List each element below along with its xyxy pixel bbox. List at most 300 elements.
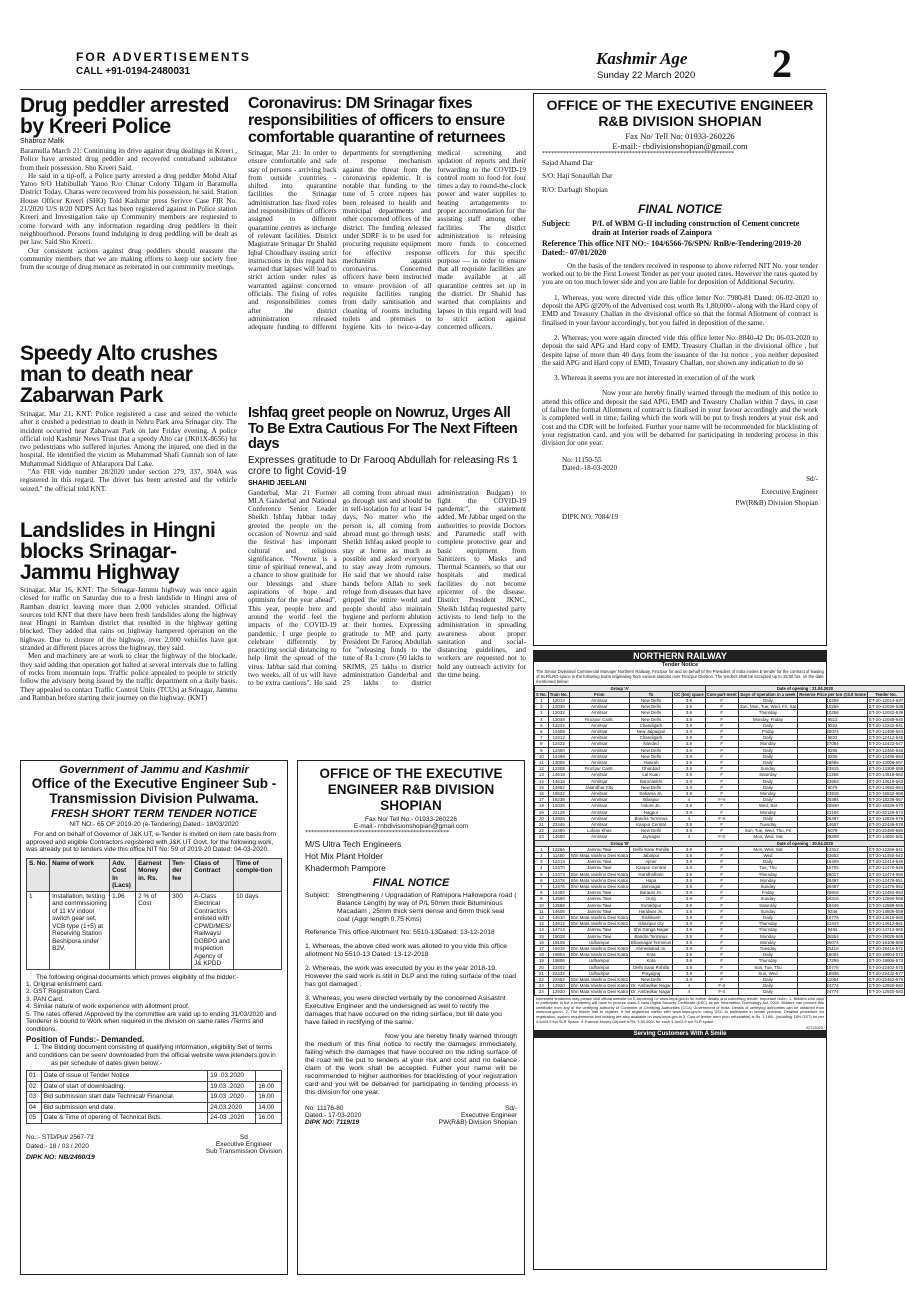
table-cell: Amritsar (569, 697, 629, 703)
table-cell: Friday (738, 728, 798, 734)
table-cell: 13 (535, 772, 549, 778)
table-cell: 16409 (798, 859, 868, 865)
table-cell: Mon, Wed, Sat (738, 846, 798, 852)
story-ishfaq (248, 406, 526, 768)
group-a-label: Group 'A' (535, 685, 706, 691)
table-cell: F (705, 927, 738, 933)
notice-office: Office of the Executive Engineer Sub - Transmission Division Pulwama. (31, 776, 277, 806)
table-cell: 9513 (798, 716, 868, 722)
kashmir-age-logo: Kashmir Age (596, 49, 688, 68)
table-cell: New Delhi (629, 977, 672, 983)
table-cell: ET-20-14612-561 (868, 921, 904, 927)
table-cell: 21 (535, 970, 549, 976)
docs-item: 1. Original enlistment card. (26, 980, 104, 988)
table-cell: F (705, 964, 738, 970)
table-cell: 12 (535, 766, 549, 772)
table-cell: Durg (629, 896, 672, 902)
table-cell: F-II (705, 797, 738, 803)
table-cell: 5 (535, 722, 549, 728)
table-cell: 12408 (548, 728, 569, 734)
table-cell: 26074 (798, 728, 868, 734)
table-row (27, 1071, 282, 1082)
table-cell: 6 (535, 728, 549, 734)
table-cell: ET-20-19806-573 (868, 958, 904, 964)
notice-reference: Reference This office NIT NO:- 104/6566-76/SPN/ RnB/e-Tendering/2019-20 Dated:- 07/01/2020 (542, 238, 802, 257)
table-cell: 24-03 .2020 (208, 1113, 256, 1124)
notice-number: No: 11150-55 (562, 455, 602, 464)
table-cell: 12242 (548, 722, 569, 728)
notice-final-ratnipora (297, 760, 525, 1275)
table-cell: 5 (535, 871, 549, 877)
notice-office: OFFICE OF THE EXECUTIVE ENGINEER R&B DIVISION SHOPIAN (546, 97, 814, 129)
notice-to-line: Hot Mix Plant Holder (305, 851, 383, 861)
table-cell: Udhampur (569, 958, 629, 964)
table-cell: Ghazipur city (629, 921, 672, 927)
table-cell: 12266 (548, 846, 569, 852)
story-body (20, 410, 237, 493)
table-cell: ET-20-14618-562 (868, 772, 904, 778)
table-cell: Saturday (738, 902, 798, 908)
table-cell: F-II (705, 983, 738, 989)
table-cell: 26315 (798, 896, 868, 902)
table-cell: 24 (535, 989, 549, 995)
railway-code: 871/2020 (806, 1025, 823, 1031)
notice-to-line: M/S Ultra Tech Engineers (305, 839, 402, 849)
col-header: Tender No. (867, 691, 904, 697)
docs-item: 5. The rates offered /Approved by the committee are valid up to ending 31/03/2020 and Tenderer is bound to Work when required in the division on same rates /Terms and conditions. (26, 1010, 277, 1033)
table-cell: Shri Mata Vaishno Devi Katra (570, 989, 628, 995)
table-cell: F-II (705, 815, 738, 821)
table-cell: 11356 (798, 772, 868, 778)
table-cell: Wed, Sat (738, 803, 798, 809)
table-cell: 9 (535, 896, 549, 902)
cell: 1 (27, 891, 50, 969)
table-cell: ET-20-11450-542 (869, 852, 903, 858)
table-cell: Amritsar (569, 735, 629, 741)
table-cell: 4 (673, 983, 706, 989)
table-cell: Shri Mata Vaishno Devi Katra (570, 871, 628, 877)
table-cell: ET-20-12920-582 (868, 983, 904, 989)
table-cell: 14618 (548, 778, 569, 784)
notice-dipr: DIPK NO: NB/2460/19 (26, 1153, 95, 1161)
table-cell: 7 (535, 735, 549, 741)
table-cell: 4 (673, 834, 706, 840)
cell: 10 days (234, 891, 282, 969)
table-cell: 17299 (798, 958, 868, 964)
table-cell: Amritsar (569, 815, 629, 821)
table-cell: F (705, 821, 738, 827)
table-cell: F (705, 871, 738, 877)
table-cell: Date of start of downloading. (41, 1081, 207, 1092)
table-cell: 23652 (798, 852, 868, 858)
notice-footer (26, 1134, 282, 1161)
table-cell: Monday (738, 809, 798, 815)
table-cell: ET-20-12826-576 (868, 815, 904, 821)
table-cell: Kota (629, 958, 672, 964)
table-cell: Dhanbad (629, 766, 672, 772)
table-cell: F (705, 803, 738, 809)
paragraph: He said in a tip-off, a Police party arrested a drug peddler Mohd Altaf Yatoo S/O Habibullah Yatoo R/o Chinar Colony Tilgam in Baramulla District Today. Charas were recovered from his possession, he said. Station House Officer Kreeri (SHO) Told Kashmir press Serivce Case FIR No. 21/2020 U/S 8/20 NDPS Act has been registered against in Police station Kreeri and Investigation take up Community members are requested to come forward with any information regarding drug peddlers in their neighbourhood. Persons found indulging in drug peddling will be dealt as per law. Said Sho Kreeri. (20, 171, 237, 247)
table-cell: ET-20-12242-541 (868, 722, 904, 728)
subject-text: Strengthening / Upgradation of Ratnipora Hallowpora road ( Balance Length) by way of P/L 50mm thick Bituminious Macadam , 25mm thick semi dense and 6mm thick seal coat (Aggr length 0.75 Kms) (337, 892, 517, 923)
table-cell: 19 .03.2020 (208, 1071, 256, 1082)
table-cell: 12492 (548, 890, 569, 896)
notice-pulwama (20, 760, 288, 1275)
col-header: Earnest Money in. Rs. (136, 858, 170, 891)
cell: 300 (170, 891, 192, 969)
table-cell: 19804 (548, 952, 569, 958)
table-cell: Delhi Sarai Rohilla (629, 964, 672, 970)
notice-to-name: Sajad Ahamd Dar (542, 159, 594, 167)
table-cell: Sun, Mon, Tue, Wed, Fri, Sat (739, 704, 797, 710)
table-cell: Amritsar (569, 834, 629, 840)
notice-sign-division: Sub Transmission Division (205, 1147, 282, 1155)
table-cell: 3.9 (673, 772, 706, 778)
cell: 2 % of Cost (136, 891, 170, 969)
table-cell: Saharsa Jn. (629, 790, 672, 796)
table-cell: 17 (535, 946, 549, 952)
table-cell: New Delhi (629, 784, 672, 790)
table-cell: 9484 (798, 927, 868, 933)
railway-table (534, 685, 905, 996)
table-cell: 14606 (548, 908, 569, 914)
docs-item: 3. PAN Card. (26, 995, 64, 1003)
notice-govt: Government of Jammu and Kashmir (59, 764, 249, 776)
table-cell: 3.9 (673, 952, 706, 958)
table-cell: 21 (535, 821, 549, 827)
table-cell: 3.9 (673, 704, 706, 710)
table-cell: Lohian Khas (569, 828, 629, 834)
table-cell: Jammu Tawi (569, 865, 629, 871)
table-cell: New Delhi (629, 747, 672, 753)
page-number: 2 (772, 41, 792, 86)
table-cell: 2 (535, 852, 549, 858)
table-cell: Daily (738, 784, 798, 790)
table-cell: ET-20-22126-574 (868, 809, 904, 815)
schedule-note: as per schedule of dates given below:- (51, 1060, 162, 1067)
story-byline: SHAHID JEELANI (248, 479, 307, 487)
table-cell: 3.9 (673, 778, 706, 784)
table-cell: ET-20-12408-544 (868, 728, 904, 734)
table-cell: 19108 (548, 939, 569, 945)
table-cell: 8205 (798, 747, 868, 753)
story-body: Srinagar, Mar 21: In order to ensure comfortable and safe stay of persons - arriving back from outside countries - shifted into quarantine facilities the Srinagar administration has fixed roles and responsibilities of officers assigned to different quarantine centres as incharge of relevant facilities. District Magistrate Srinagar Dr Shahid Iqbal Choudhary issuing strict instructions in this regard has warned that lapses will lead to strict action under rules as warranted against concerned officials. The fixing of roles and responsibilities comes after the district administration released adequate funding to different departments for strengthening of response mechanism against the threat from the coronavirus epidemic. It is notable that funding to the tune of 5 crore rupees has been released to health and municipal departments and other concerned offices of the district. The funding released under SDRF is to be used for procuring requisite equipment for effective response mechanism against coronavirus. Concerned officers have been instructed to ensure provision of all requisite facilities ranging from daily sanitisation and cleaning of rooms including toilets and premises to hygiene kits to twice-a-day medical screening and updation of reports and their forwarding to the COVID-19 control room to food for four times a day to round-the-clock power and water supplies to heating arrangements to proper accommodation for the assisting staff among other facilities. The district administration is releasing more funds to concerned officers for this specific purpose — in order to ensure that all requisite facilities are made available at all quarantine centres set up in the district. Dr Shahid has warned that complaints and lapses in this regard will lead to strict action against concerned officers. (248, 149, 526, 332)
notice-to-father: S/O: Haji Sonaullah Dar (542, 172, 613, 181)
table-cell: 04 (27, 1102, 42, 1113)
table-cell: Bid submission start date Technical/ Financial. (41, 1092, 207, 1103)
notice-fax: Fax No/ Tell No:- 01933-260226 (364, 816, 458, 823)
table-cell: F (705, 741, 738, 747)
table-cell: 3.9 (673, 728, 706, 734)
notice-sd: Sd/- (505, 1105, 517, 1112)
table-cell: 11 (535, 759, 549, 765)
table-cell: Shri Ganga Nagar (629, 927, 672, 933)
paragraph: Srinagar, Mar 16, KNT: The Srinagar-Jammu highway was once again closed for traffic on Saturday due to a fresh landslide in Hingni area of Ramban district leaving more than 2,000 vehicles stranded. Official sources told KNT that there have been fresh landslides along the highway near Hingni in Ramban district that resulted in the highway getting blocked. They added that rains on highway hampered operation on the highway. Due to closure of the highway, over 2,000 vehicles have got stranded at different places across the highway, they said. (20, 586, 237, 653)
table-cell: 15 (535, 933, 549, 939)
table-cell: 26685 (798, 759, 868, 765)
story-coronavirus (248, 95, 526, 393)
table-cell: 27084 (798, 741, 868, 747)
table-cell: Saturday (738, 772, 798, 778)
table-cell: ET-20-12414-546 (868, 859, 904, 865)
table-cell: Bid submission end date. (41, 1102, 207, 1113)
table-cell: Howrah (629, 759, 672, 765)
table-cell: 14714 (548, 927, 569, 933)
table-cell: F (705, 772, 738, 778)
table-cell: 3.9 (673, 735, 706, 741)
table-cell: Sunday (738, 908, 798, 914)
table-cell: New Delhi (629, 697, 672, 703)
story-speedy-alto (20, 343, 237, 493)
table-cell: ET-20-15532-568 (868, 790, 904, 796)
table-cell: 12032 (548, 710, 569, 716)
table-cell: Shri Mata Vaishno Devi Katra (570, 952, 628, 958)
table-cell: F (705, 865, 738, 871)
table-cell: 20 (535, 815, 549, 821)
paragraph: "An FIR vide number 28/2020 under section 279, 337, 304A was registered in this regard. The driver has been arrested and the vehicle seized," the official told KNT. (20, 468, 237, 493)
table-cell: New Delhi (629, 753, 672, 759)
table-cell: Amritsar (569, 821, 629, 827)
table-cell: 2 (535, 704, 549, 710)
notice-dipr: DIPK NO: 7119/19 (305, 1119, 360, 1126)
table-cell: Nanded (629, 741, 672, 747)
table-cell: 12478 (548, 877, 569, 883)
table-cell: Shri Mata Vaishno Devi Katra (570, 946, 628, 952)
table-cell: F (705, 697, 738, 703)
paragraph: Baramulla March 21: Continuing its drive against drug dealings in Kreeri , Police have arrested drug peddler and recovered contraband substance from their possession. Sho Kreeri Said. (20, 147, 237, 172)
table-cell: Amritsar (569, 753, 629, 759)
table-cell: 15532 (548, 790, 569, 796)
col-header: CC (ton) space (674, 691, 704, 697)
table-cell: Daily (738, 815, 798, 821)
table-cell: F (705, 716, 738, 722)
table-cell: 3.9 (673, 859, 706, 865)
notice-point: 3. Whereas, you were directed verbally by the concerned Asisastnt Executive Engineer and the undersigned as well to rectify the damages that have occured on the riding surface, but till date you have failed in rectifying of the same. (305, 995, 506, 1026)
col-header: S. No. (27, 858, 50, 891)
table-cell: 03 (27, 1092, 42, 1103)
table-cell: F (705, 753, 738, 759)
table-cell: 12588 (548, 902, 569, 908)
table-cell: 3.9 (673, 803, 706, 809)
table-cell: Monday (738, 790, 798, 796)
table-cell: 10256 (798, 697, 868, 703)
table-cell: F (705, 735, 738, 741)
table-cell: 9346 (798, 908, 868, 914)
table-cell: 3.9 (673, 741, 706, 747)
table-cell: 12498 (548, 753, 569, 759)
table-cell: Chandigarh (629, 722, 672, 728)
table-cell: ET-20-12048-540 (868, 716, 904, 722)
table-cell: 3.9 (673, 759, 706, 765)
col-header: Name of work (50, 858, 110, 891)
table-cell: F (705, 710, 738, 716)
issue-date: Sunday 22 March 2020 (597, 70, 696, 81)
table-cell: Tuesday (738, 821, 798, 827)
table-row (27, 1092, 282, 1103)
table-cell: 12470 (548, 865, 569, 871)
table-cell: 21447 (798, 921, 868, 927)
table-cell: 3.9 (673, 846, 706, 852)
table-cell: Monday (738, 877, 798, 883)
table-cell: 1 (535, 846, 549, 852)
table-cell: 22480 (548, 828, 569, 834)
table-cell: F (705, 704, 738, 710)
table-cell: 12920 (548, 989, 569, 995)
notice-heading: FINAL NOTICE (372, 877, 450, 889)
notice-to-address: R/O: Darbagh Shopian (542, 185, 608, 194)
col-header: Adv. Cost In (Lacs) (110, 858, 136, 891)
table-cell: 16 (535, 790, 549, 796)
table-cell: Date & Time of opening of Technical Bids. (41, 1113, 207, 1124)
table-cell: 14612 (548, 921, 569, 927)
table-cell: F (705, 728, 738, 734)
group-b-label: Group 'B' (535, 840, 706, 846)
table-cell: Delhi Sarai Rohilla (629, 846, 672, 852)
table-cell: Monday, Friday (738, 716, 798, 722)
col-header: From (569, 691, 629, 697)
table-cell: 3.9 (673, 933, 706, 939)
table-cell: ET-20-14606-559 (868, 908, 904, 914)
table-cell: Kanpur Central (629, 821, 672, 827)
table-cell: 22462 (548, 977, 569, 983)
table-cell: 26497 (798, 877, 868, 883)
table-cell: 12422 (548, 741, 569, 747)
paragraph: Our consistent actions against drug peddlers should reassure the community members that we are making efforts to keep our society free from the scourge of drug menace as reiterated in our community meetings. (20, 246, 237, 272)
table-cell: 12 (535, 915, 549, 921)
table-cell: Monday (738, 741, 798, 747)
table-cell: Jammu Tawi (569, 927, 629, 933)
notice-heading: FRESH SHORT TERM TENDER NOTICE (51, 808, 257, 820)
table-cell: Jamnagar (629, 884, 672, 890)
table-cell: F (705, 747, 738, 753)
notice-point: 1. Whereas, you were directed vide this office letter No: 7980-81 Dated: 06-02-2020 to deposit the APG @20% of the Advertised cost worth Rs 1,80,000/- along with the Hard copy of EMD and Treasury Challan in the divisional office so that the formal Allotment of contract is finalised in your favour accordingly, but you failed in deposition of the same. (542, 293, 818, 327)
table-cell: 3.9 (673, 908, 706, 914)
table-cell: 01 (27, 1071, 42, 1082)
table-cell: ET-20-12498-584 (868, 753, 904, 759)
notice-point: 3. Whereas it seems you are not interested in execution of of the work (554, 374, 756, 383)
table-cell: Bandra Terminus (629, 933, 672, 939)
table-cell: Amritsar (569, 728, 629, 734)
notice-sd: Sd (239, 1133, 248, 1141)
table-cell: Firozpur Cantt. (569, 766, 629, 772)
footer-left (26, 1134, 95, 1161)
table-cell: Sun, Tue, Wed, Thu, Fri (738, 828, 798, 834)
table-cell: Dr. Ambedkar Nagar (631, 983, 671, 989)
table-cell: ET-20-13006-557 (868, 759, 904, 765)
story-headline: Coronavirus: DM Srinagar fixes responsibilities of officers to ensure comfortable quarantine of returnees (248, 95, 506, 146)
table-cell: Daily (738, 859, 798, 865)
table-cell: 3 (535, 859, 549, 865)
notice-to-line: Khadermoh Pampore (305, 863, 386, 873)
group-a-date: Date of opening : 21.04.2020 (705, 685, 904, 691)
story-body (20, 147, 237, 271)
table-cell: 14 (535, 778, 549, 784)
table-cell: 8 (535, 890, 549, 896)
table-cell: 12414 (548, 859, 569, 865)
masthead (0, 0, 848, 95)
docs-item: 2. GST Registration Card. (26, 988, 101, 995)
table-cell: 23915 (798, 790, 868, 796)
table-cell: New Jalpaiguri (629, 728, 672, 734)
table-cell: 4 (535, 716, 549, 722)
table-cell: Thursday (738, 710, 798, 716)
footer-left (305, 1105, 361, 1126)
table-cell: F (705, 852, 738, 858)
table-cell: 24.03.2020 (208, 1102, 256, 1113)
table-cell: Udhampur (569, 964, 629, 970)
table-cell: 12412 (548, 735, 569, 741)
table-cell: Tue, Thu (738, 865, 798, 871)
notice-heading: FINAL NOTICE (638, 201, 722, 216)
table-cell: 25308 (798, 834, 868, 840)
col-header: S No. (536, 691, 547, 697)
story-headline: Speedy Alto crushes man to death near Zabarwan Park (20, 342, 218, 407)
table-cell: Jabalpur (629, 852, 672, 858)
table-cell: 16.00 (256, 1113, 282, 1124)
table-cell: Sun, Tue, Thu (738, 964, 798, 970)
table-cell: 18 (535, 952, 549, 958)
table-cell: Jammu Tawi (569, 896, 629, 902)
story-headline: Ishfaq greet people on Nowruz, Urges All To Be Extra Cautious For The Next Fifteen days (248, 405, 518, 452)
table-cell: 14 (535, 927, 549, 933)
table-cell: ET-20-19108-569 (868, 939, 904, 945)
table-cell: Shri Mata Vaishno Devi Katra (570, 877, 628, 883)
story-drug-peddler (20, 95, 237, 271)
subject-label: Subject: (305, 892, 330, 899)
table-row (27, 1081, 282, 1092)
col-header: Com-part-ment (706, 691, 737, 697)
table-cell: 19806 (548, 958, 569, 964)
table-cell: Ahmedabad Jn. (629, 946, 672, 952)
table-cell: 18238 (548, 797, 569, 803)
notice-reference: Reference This office Allotment No: 5510-13Dated: 13-12-2018 (305, 929, 495, 936)
footer-right (439, 1105, 517, 1126)
table-cell: 15 (535, 784, 549, 790)
table-row (535, 989, 905, 995)
notice-sign-division: PW(R&B) Division Shopian (438, 1119, 517, 1126)
notice-point: 2. Whereas, you were again directed vide this office letter No: 8840-42 Dt: 06-03-2020 to deposit the said APG and Hard copy of EMD, Treasury Challan in the divisional office , but despite lapse of more than 40 days from the issuance of the 1st notice , you neither deposited the said APG and Hard copy of EMD, Treasury Challan, nor shown any indication to do so (542, 333, 818, 367)
table-cell: ET-20-19804-572 (868, 952, 904, 958)
table-cell: 16 (535, 939, 549, 945)
table-cell: 26554 (798, 933, 868, 939)
table-cell: Bandra Terminus (629, 815, 672, 821)
table-cell: 18054 (798, 952, 868, 958)
table-cell: Bilaspur (629, 797, 672, 803)
table-cell: Kota (629, 952, 672, 958)
table-cell: 3.9 (673, 852, 706, 858)
table-cell: ET-20-12590-555 (868, 896, 904, 902)
table-cell: Daily (738, 753, 798, 759)
table-cell: 8205 (798, 753, 868, 759)
notice-nit: NIT NO:- 65 OF 2019-20 (e-Tendering) Dated:- 18/03/2020 (69, 821, 239, 828)
table-cell: 12920 (548, 983, 569, 989)
table-cell: Shri Mata Vaishno Devi Katra (570, 921, 628, 927)
table-cell: 23184 (798, 809, 868, 815)
table-cell: Daily (738, 952, 798, 958)
table-cell: Shri Mata Vaishno Devi Katra (570, 977, 628, 983)
table-cell: 13308 (548, 766, 569, 772)
table-cell: New Delhi (629, 710, 672, 716)
table-cell: Sunday (738, 896, 798, 902)
table-cell: Nagpur (629, 809, 672, 815)
notice-closing: Now your are hereby finally warned through the medium of this notice to attend this office and deposit the said APG, EMD and Treasury Challan within 7 days, in case of failure the formal Allotment of contract is finalised in your favour accordingly and the work is completed well in time, failing which the work will be put to fresh tenders at your risk and cost and the CDR will be forfeited. Further your name will be recommended for blacklisting of your registration card, and you will be debarred for participating in tendering process in this division for one year. (542, 389, 818, 448)
table-cell: Daily (738, 915, 798, 921)
table-cell: 3.9 (673, 884, 706, 890)
notice-closing: Now you are hereby finally warned through the medium of this final notice to rectify the damages immediately, failing which the damages that have occured on the riding surface of the road will be put to tenders at your risk and cost and no balance claim of the work shall be accepted. Futher your name will be recommended to higher authorities for blacklisting of your registration card and you will be debarred for participating in tending process in this division for one year. (305, 1033, 517, 1096)
table-cell: 3.9 (673, 964, 706, 970)
table-cell: 02 (27, 1081, 42, 1092)
table-cell: 3.9 (673, 828, 706, 834)
